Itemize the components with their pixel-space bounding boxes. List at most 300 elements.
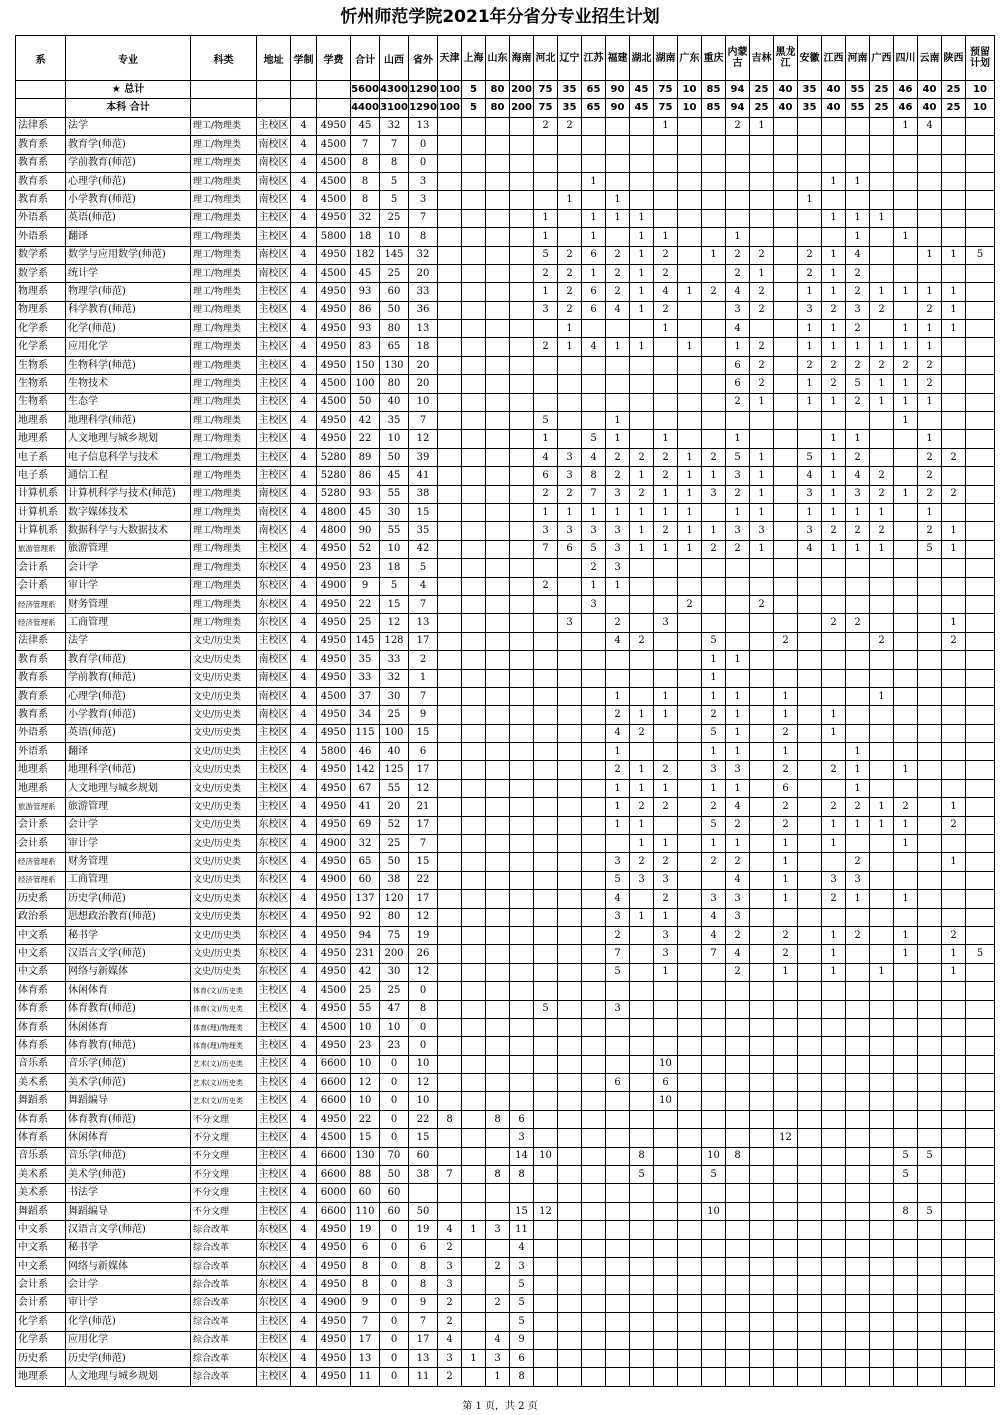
cell-value (966, 412, 995, 430)
cell-value: 2 (654, 467, 678, 485)
cell-value: 1 (846, 743, 870, 761)
cell-value (966, 706, 995, 724)
cell-value: 86 (351, 301, 380, 319)
summary-value: 10 (678, 99, 702, 117)
table-row (16, 503, 995, 521)
cell-value (726, 154, 750, 172)
cell-value: 18 (351, 228, 380, 246)
cell-value: 4950 (317, 632, 351, 650)
cell-value: 3 (558, 448, 582, 466)
cell-value: 2 (630, 798, 654, 816)
cell-value (798, 1037, 822, 1055)
cell-value: 7 (380, 136, 409, 154)
cell-value (870, 853, 894, 871)
cell-value (534, 1221, 558, 1239)
cell-value (798, 779, 822, 797)
cell-value: 12 (380, 614, 409, 632)
cell-value: 8 (409, 1258, 438, 1276)
cell-value (798, 632, 822, 650)
cell-value: 115 (351, 724, 380, 742)
cell-value (942, 1147, 966, 1165)
column-header: 科类 (191, 36, 257, 81)
cell-value: 12 (534, 1202, 558, 1220)
cell-value (606, 1276, 630, 1294)
cell-value: 6 (409, 743, 438, 761)
cell-value: 67 (351, 779, 380, 797)
cell-value (534, 871, 558, 889)
cell-value (654, 632, 678, 650)
cell-value: 4500 (317, 154, 351, 172)
cell-value (846, 1221, 870, 1239)
cell-value: 1 (558, 191, 582, 209)
cell-value (870, 761, 894, 779)
cell-value (894, 1349, 918, 1367)
cell-value (486, 926, 510, 944)
cell-value: 5 (380, 191, 409, 209)
cell-value: 1 (606, 798, 630, 816)
cell-value (606, 1092, 630, 1110)
cell-value (486, 853, 510, 871)
cell-value (438, 430, 462, 448)
cell-value (606, 595, 630, 613)
cell-value (822, 1331, 846, 1349)
category-cell: 文史/历史类 (191, 816, 257, 834)
cell-value (822, 1092, 846, 1110)
cell-value: 4 (291, 1018, 317, 1036)
cell-value (558, 172, 582, 190)
table-row (16, 191, 995, 209)
cell-value (606, 154, 630, 172)
table-row (16, 1258, 995, 1276)
cell-value: 0 (380, 1092, 409, 1110)
cell-value (870, 669, 894, 687)
cell-value (462, 1276, 486, 1294)
cell-value (702, 1331, 726, 1349)
cell-value (726, 1258, 750, 1276)
cell-value: 4950 (317, 1239, 351, 1257)
cell-value (918, 1129, 942, 1147)
cell-value: 4 (291, 540, 317, 558)
summary-value: 3100 (380, 99, 409, 117)
cell-value: 4 (291, 375, 317, 393)
cell-value: 4950 (317, 209, 351, 227)
cell-value: 6 (726, 356, 750, 374)
cell-value: 2 (654, 890, 678, 908)
cell-value: 2 (870, 467, 894, 485)
cell-value: 42 (351, 963, 380, 981)
cell-value (942, 890, 966, 908)
cell-value (750, 1000, 774, 1018)
dept-cell: 会计系 (16, 1294, 66, 1312)
cell-value: 4 (291, 1147, 317, 1165)
cell-value: 20 (380, 798, 409, 816)
cell-value (966, 816, 995, 834)
cell-value: 1 (606, 209, 630, 227)
category-cell: 理工/物理类 (191, 540, 257, 558)
cell-value (894, 963, 918, 981)
cell-value (870, 779, 894, 797)
cell-value (534, 816, 558, 834)
cell-value: 1 (942, 798, 966, 816)
cell-value (942, 172, 966, 190)
cell-value (822, 1276, 846, 1294)
cell-value: 2 (774, 798, 798, 816)
summary-value: 5 (462, 99, 486, 117)
cell-value (438, 1184, 462, 1202)
table-row (16, 1000, 995, 1018)
cell-value: 4 (291, 816, 317, 834)
cell-value (774, 540, 798, 558)
cell-value: 69 (351, 816, 380, 834)
cell-value: 4 (291, 264, 317, 282)
cell-value (438, 393, 462, 411)
major-cell: 人文地理与城乡规划 (66, 430, 191, 448)
column-header: 预留计划 (966, 36, 995, 81)
cell-value (438, 798, 462, 816)
cell-value: 1 (702, 779, 726, 797)
cell-value (966, 743, 995, 761)
dept-cell: 生物系 (16, 393, 66, 411)
campus-cell: 主校区 (257, 301, 291, 319)
cell-value (558, 1000, 582, 1018)
cell-value (510, 798, 534, 816)
cell-value (966, 1000, 995, 1018)
cell-value (606, 228, 630, 246)
cell-value: 4950 (317, 761, 351, 779)
cell-value: 7 (409, 1313, 438, 1331)
major-cell: 体育教育(师范) (66, 1110, 191, 1128)
cell-value (486, 117, 510, 135)
cell-value (510, 246, 534, 264)
cell-value (966, 1313, 995, 1331)
cell-value: 4 (291, 117, 317, 135)
cell-value: 1 (606, 687, 630, 705)
cell-value (462, 136, 486, 154)
cell-value: 1 (582, 577, 606, 595)
column-header: 山西 (380, 36, 409, 81)
cell-value: 1 (822, 264, 846, 282)
cell-value (822, 853, 846, 871)
cell-value (846, 1313, 870, 1331)
cell-value: 4 (291, 320, 317, 338)
cell-value: 1 (726, 651, 750, 669)
cell-value (822, 687, 846, 705)
cell-value (534, 320, 558, 338)
cell-value: 1 (750, 117, 774, 135)
cell-value: 6600 (317, 1074, 351, 1092)
category-cell: 文史/历史类 (191, 835, 257, 853)
major-cell: 数学与应用数学(师范) (66, 246, 191, 264)
table-row (16, 338, 995, 356)
category-cell: 理工/物理类 (191, 283, 257, 301)
cell-value (846, 1276, 870, 1294)
summary-value: 75 (534, 99, 558, 117)
cell-value: 5 (380, 577, 409, 595)
empty-cell (291, 99, 317, 117)
cell-value (486, 154, 510, 172)
dept-cell: 会计系 (16, 1276, 66, 1294)
cell-value: 6600 (317, 1055, 351, 1073)
category-cell: 理工/物理类 (191, 136, 257, 154)
cell-value: 125 (380, 761, 409, 779)
cell-value (558, 908, 582, 926)
cell-value (582, 1368, 606, 1386)
cell-value: 1 (846, 228, 870, 246)
cell-value (510, 430, 534, 448)
cell-value: 4800 (317, 503, 351, 521)
column-header: 系 (16, 36, 66, 81)
cell-value (966, 687, 995, 705)
cell-value: 2 (846, 614, 870, 632)
cell-value (582, 835, 606, 853)
cell-value (918, 1037, 942, 1055)
cell-value (942, 356, 966, 374)
cell-value (870, 743, 894, 761)
cell-value: 1 (822, 963, 846, 981)
cell-value: 3 (702, 761, 726, 779)
cell-value (774, 1331, 798, 1349)
cell-value: 4 (291, 724, 317, 742)
cell-value (942, 1166, 966, 1184)
cell-value (822, 1166, 846, 1184)
cell-value (966, 761, 995, 779)
cell-value (774, 136, 798, 154)
cell-value (918, 761, 942, 779)
cell-value (846, 963, 870, 981)
cell-value (558, 430, 582, 448)
cell-value: 2 (774, 945, 798, 963)
cell-value (462, 356, 486, 374)
major-cell: 休闲体育 (66, 1018, 191, 1036)
cell-value (462, 228, 486, 246)
cell-value: 1 (894, 835, 918, 853)
dept-cell: 生物系 (16, 375, 66, 393)
cell-value (702, 1221, 726, 1239)
cell-value: 4 (606, 632, 630, 650)
cell-value: 3 (726, 761, 750, 779)
cell-value (966, 908, 995, 926)
cell-value: 1 (822, 724, 846, 742)
cell-value (606, 651, 630, 669)
cell-value: 5 (702, 632, 726, 650)
cell-value (654, 172, 678, 190)
cell-value (894, 743, 918, 761)
cell-value: 4800 (317, 522, 351, 540)
cell-value: 4950 (317, 301, 351, 319)
cell-value (486, 798, 510, 816)
cell-value: 15 (380, 595, 409, 613)
cell-value (798, 798, 822, 816)
cell-value: 45 (351, 503, 380, 521)
cell-value: 5 (702, 816, 726, 834)
cell-value: 4 (291, 430, 317, 448)
summary-value: 75 (534, 81, 558, 99)
cell-value: 2 (942, 816, 966, 834)
column-header: 河北 (534, 36, 558, 81)
cell-value (918, 706, 942, 724)
cell-value: 1 (606, 577, 630, 595)
cell-value: 8 (726, 1147, 750, 1165)
cell-value (798, 706, 822, 724)
cell-value (750, 320, 774, 338)
cell-value (510, 540, 534, 558)
cell-value (966, 1349, 995, 1367)
cell-value (894, 540, 918, 558)
cell-value (870, 1074, 894, 1092)
header-row (16, 36, 995, 81)
cell-value: 2 (774, 761, 798, 779)
table-row (16, 1202, 995, 1220)
cell-value: 4500 (317, 1129, 351, 1147)
category-cell: 综合改革 (191, 1331, 257, 1349)
cell-value: 1 (558, 338, 582, 356)
cell-value: 50 (380, 853, 409, 871)
cell-value: 1 (678, 503, 702, 521)
category-cell: 体育(文)/历史类 (191, 982, 257, 1000)
cell-value (918, 1092, 942, 1110)
cell-value (774, 154, 798, 172)
cell-value (774, 1000, 798, 1018)
cell-value (462, 117, 486, 135)
cell-value (918, 412, 942, 430)
cell-value (774, 246, 798, 264)
cell-value (846, 191, 870, 209)
cell-value (918, 890, 942, 908)
cell-value: 2 (534, 117, 558, 135)
cell-value (630, 356, 654, 374)
table-row (16, 945, 995, 963)
summary-value: 1290 (409, 81, 438, 99)
cell-value (942, 559, 966, 577)
dept-cell: 教育系 (16, 669, 66, 687)
cell-value (966, 982, 995, 1000)
cell-value (534, 595, 558, 613)
cell-value: 1 (678, 467, 702, 485)
cell-value (726, 1129, 750, 1147)
cell-value (438, 982, 462, 1000)
cell-value: 1 (894, 338, 918, 356)
cell-value: 2 (630, 632, 654, 650)
summary-value: 90 (606, 81, 630, 99)
cell-value (894, 467, 918, 485)
summary-value: 40 (774, 99, 798, 117)
cell-value (510, 853, 534, 871)
cell-value (534, 191, 558, 209)
major-cell: 会计学 (66, 559, 191, 577)
dept-cell: 化学系 (16, 320, 66, 338)
cell-value (678, 835, 702, 853)
cell-value: 1 (726, 779, 750, 797)
major-cell: 英语(师范) (66, 209, 191, 227)
cell-value (582, 1331, 606, 1349)
cell-value: 1 (822, 448, 846, 466)
cell-value (558, 926, 582, 944)
cell-value: 55 (351, 1000, 380, 1018)
cell-value: 1 (654, 503, 678, 521)
cell-value (630, 1184, 654, 1202)
cell-value (822, 136, 846, 154)
cell-value (750, 706, 774, 724)
cell-value (558, 1166, 582, 1184)
cell-value (870, 264, 894, 282)
cell-value (942, 117, 966, 135)
major-cell: 小学教育(师范) (66, 191, 191, 209)
cell-value (558, 1055, 582, 1073)
campus-cell: 东校区 (257, 816, 291, 834)
cell-value (438, 448, 462, 466)
cell-value (798, 430, 822, 448)
cell-value (918, 172, 942, 190)
cell-value (630, 1110, 654, 1128)
cell-value (966, 798, 995, 816)
cell-value: 38 (409, 1166, 438, 1184)
cell-value: 2 (726, 393, 750, 411)
cell-value: 3 (654, 926, 678, 944)
cell-value (558, 1276, 582, 1294)
cell-value: 4950 (317, 246, 351, 264)
cell-value (510, 320, 534, 338)
campus-cell: 主校区 (257, 1074, 291, 1092)
cell-value (966, 1166, 995, 1184)
cell-value (846, 1055, 870, 1073)
cell-value (630, 1368, 654, 1386)
summary-label: 本科 合计 (66, 99, 191, 117)
cell-value (486, 540, 510, 558)
cell-value: 1 (678, 522, 702, 540)
cell-value (966, 320, 995, 338)
dept-cell: 数学系 (16, 246, 66, 264)
category-cell: 理工/物理类 (191, 448, 257, 466)
table-row (16, 890, 995, 908)
cell-value (726, 1202, 750, 1220)
empty-cell (257, 81, 291, 99)
cell-value (966, 559, 995, 577)
dept-cell: 中文系 (16, 926, 66, 944)
column-header: 专业 (66, 36, 191, 81)
table-row (16, 540, 995, 558)
cell-value (798, 743, 822, 761)
cell-value (702, 375, 726, 393)
cell-value: 10 (654, 1055, 678, 1073)
cell-value (942, 1349, 966, 1367)
cell-value: 2 (702, 448, 726, 466)
cell-value (966, 540, 995, 558)
cell-value: 4 (291, 172, 317, 190)
cell-value: 182 (351, 246, 380, 264)
cell-value (774, 338, 798, 356)
cell-value: 1 (582, 209, 606, 227)
cell-value: 36 (409, 301, 438, 319)
cell-value: 9 (351, 577, 380, 595)
cell-value: 0 (409, 136, 438, 154)
campus-cell: 东校区 (257, 853, 291, 871)
cell-value: 1 (726, 706, 750, 724)
cell-value: 1 (750, 467, 774, 485)
cell-value (774, 1074, 798, 1092)
cell-value (942, 1184, 966, 1202)
campus-cell: 东校区 (257, 559, 291, 577)
cell-value: 0 (380, 1313, 409, 1331)
cell-value (774, 651, 798, 669)
column-header: 安徽 (798, 36, 822, 81)
cell-value: 3 (630, 871, 654, 889)
cell-value: 6 (351, 1239, 380, 1257)
campus-cell: 东校区 (257, 1221, 291, 1239)
cell-value (726, 1018, 750, 1036)
cell-value (462, 779, 486, 797)
campus-cell: 东校区 (257, 1349, 291, 1367)
cell-value (630, 890, 654, 908)
